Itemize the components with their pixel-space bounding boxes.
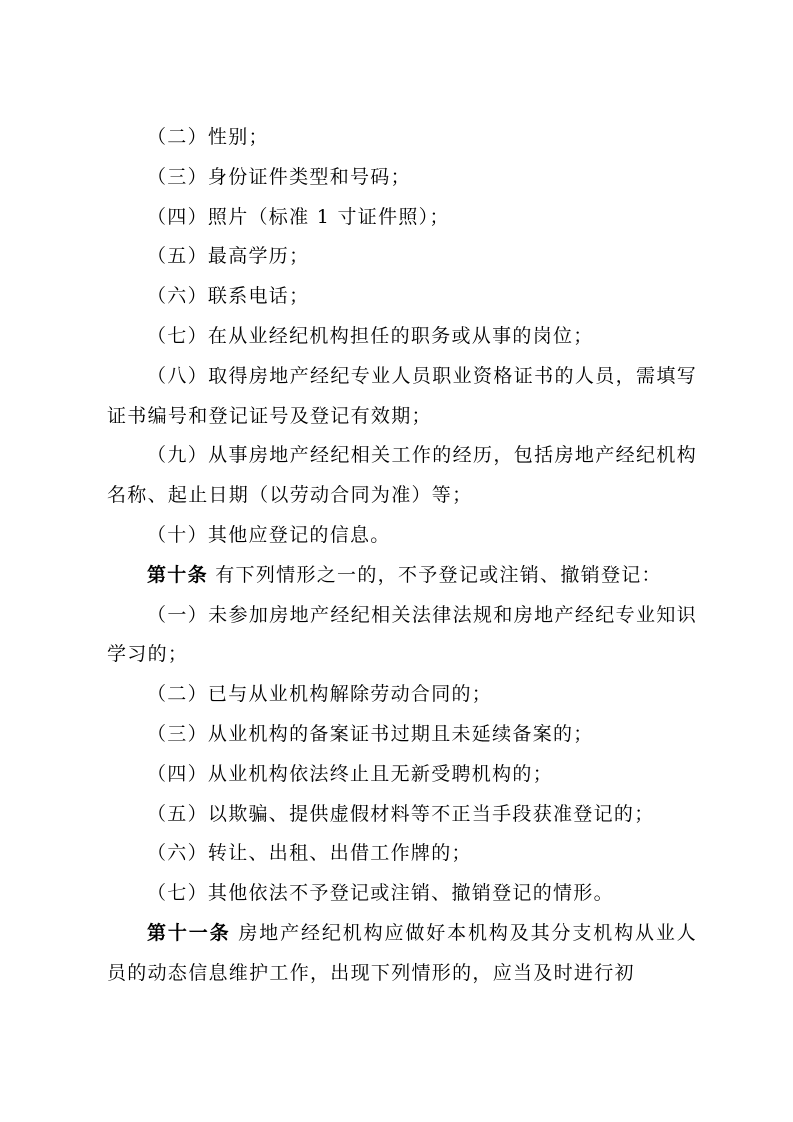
list-item — [107, 596, 697, 676]
item-text: （二）性别； — [147, 126, 269, 148]
item-text: （八）取得房地产经纪专业人员职业资格证书的人员，需填写证书编号和登记证号及登记有效期； — [107, 364, 697, 427]
document-body — [107, 118, 697, 994]
list-item — [107, 158, 697, 198]
article-paragraph — [107, 914, 697, 994]
list-item — [107, 874, 697, 914]
item-text: （十）其他应登记的信息。 — [147, 523, 391, 546]
article-heading: 第十一条 — [147, 921, 231, 944]
list-item — [107, 675, 697, 715]
item-text: （四）从业机构依法终止且无新受聘机构的； — [147, 762, 554, 785]
list-item — [107, 277, 697, 317]
article-paragraph — [107, 556, 697, 596]
item-text: （六）转让、出租、出借工作牌的； — [147, 842, 472, 865]
list-item — [107, 755, 697, 795]
list-item — [107, 715, 697, 755]
list-item — [107, 795, 697, 835]
item-text: （五）以欺骗、提供虚假材料等不正当手段获准登记的； — [147, 802, 655, 825]
item-text: （三）身份证件类型和号码； — [147, 165, 411, 188]
list-item — [107, 357, 697, 437]
article-text: 房地产经纪机构应做好本机构及其分支机构从业人员的动态信息维护工作，出现下列情形的，应当及时进行初 — [107, 921, 697, 984]
article-text: 有下列情形之一的，不予登记或注销、撤销登记： — [207, 563, 662, 586]
item-text: （七）其他依法不予登记或注销、撤销登记的情形。 — [147, 882, 614, 905]
item-text: （三）从业机构的备案证书过期且未延续备案的； — [147, 722, 594, 745]
item-text: （四）照片（标准 1 寸证件照）； — [147, 205, 450, 228]
list-item — [107, 118, 697, 158]
list-item — [107, 834, 697, 874]
list-item — [107, 436, 697, 516]
article-heading: 第十条 — [147, 563, 208, 586]
list-item — [107, 516, 697, 556]
item-text: （一）未参加房地产经纪相关法律法规和房地产经纪专业知识学习的； — [107, 603, 697, 666]
list-item — [107, 317, 697, 357]
item-text: （六）联系电话； — [147, 285, 310, 308]
item-text: （九）从事房地产经纪相关工作的经历，包括房地产经纪机构名称、起止日期（以劳动合同为准）等； — [107, 444, 697, 507]
item-text: （五）最高学历； — [147, 245, 310, 268]
item-text: （二）已与从业机构解除劳动合同的； — [147, 683, 493, 706]
list-item — [107, 237, 697, 277]
item-text: （七）在从业经纪机构担任的职务或从事的岗位； — [147, 324, 594, 347]
list-item — [107, 198, 697, 238]
